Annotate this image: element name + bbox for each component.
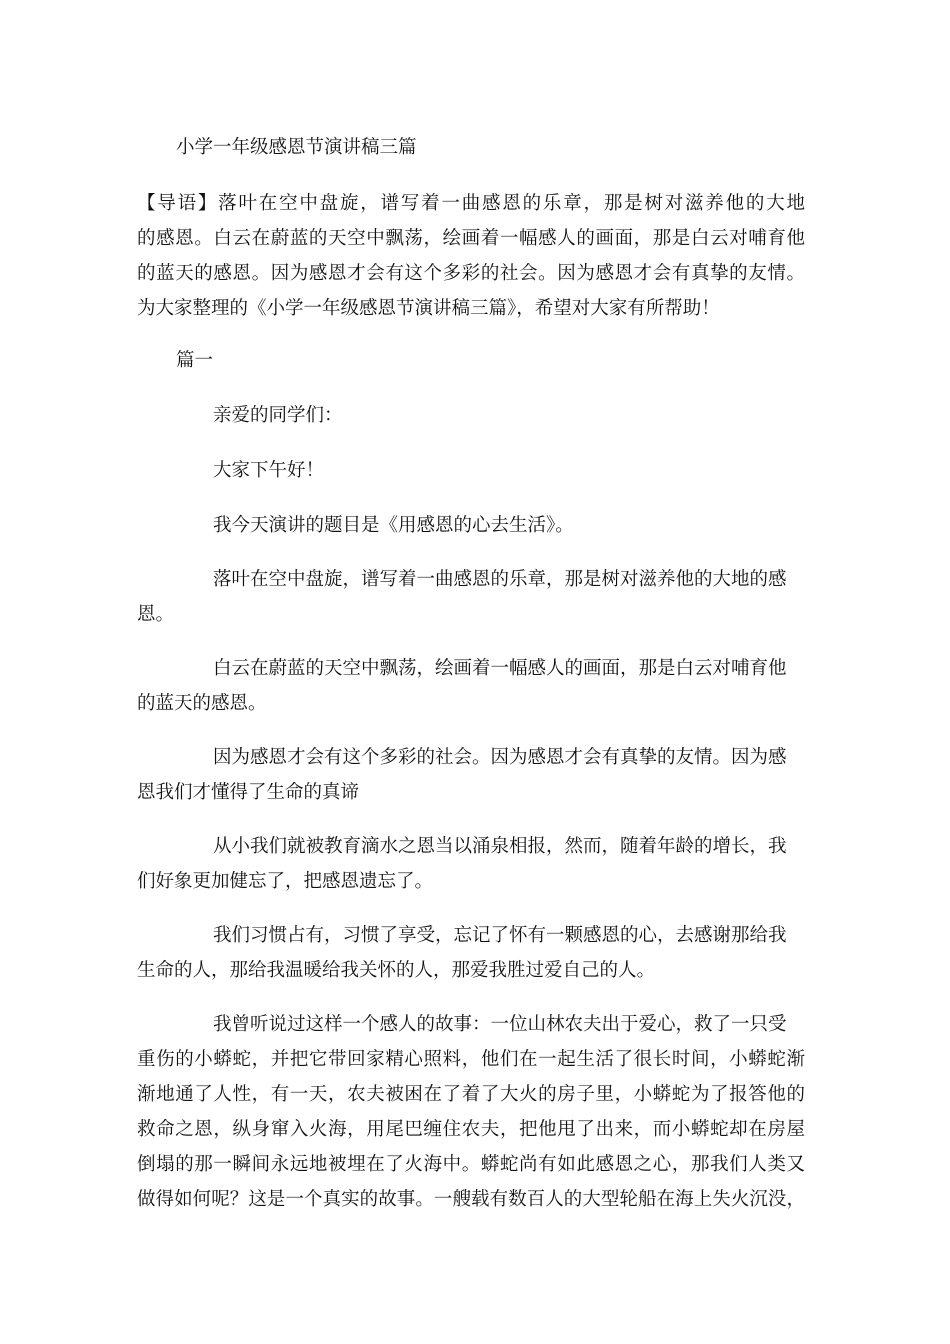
paragraph-line: 从小我们就被教育滴水之恩当以涌泉相报，然而，随着年龄的增长，我 xyxy=(213,836,787,857)
paragraph-line: 的蓝天的感恩。 xyxy=(137,693,267,714)
paragraph-line: 因为感恩才会有这个多彩的社会。因为感恩才会有真挚的友情。因为感 xyxy=(213,747,787,768)
intro-line: 的蓝天的感恩。因为感恩才会有这个多彩的社会。因为感恩才会有真挚的友情。 xyxy=(137,263,805,284)
paragraph-line: 恩我们才懂得了生命的真谛 xyxy=(137,782,360,803)
intro-line: 的感恩。白云在蔚蓝的天空中飘荡，绘画着一幅感人的画面，那是白云对哺育他 xyxy=(137,228,805,249)
paragraph-line: 我们习惯占有，习惯了享受，忘记了怀有一颗感恩的心，去感谢那给我 xyxy=(213,925,787,946)
greeting: 亲爱的同学们： xyxy=(213,405,343,426)
paragraph-line: 重伤的小蟒蛇，并把它带回家精心照料，他们在一起生活了很长时间，小蟒蛇渐 xyxy=(137,1049,805,1070)
paragraph-line: 我曾听说过这样一个感人的故事：一位山林农夫出于爱心，救了一只受 xyxy=(213,1014,787,1035)
paragraph-line: 救命之恩，纵身窜入火海，用尾巴缠住农夫，把他甩了出来，而小蟒蛇却在房屋 xyxy=(137,1119,805,1140)
topic-line: 我今天演讲的题目是《用感恩的心去生活》。 xyxy=(213,515,574,536)
intro-line: 【导语】落叶在空中盘旋，谱写着一曲感恩的乐章，那是树对滋养他的大地 xyxy=(137,193,805,214)
paragraph-line: 们好象更加健忘了，把感恩遗忘了。 xyxy=(137,871,434,892)
paragraph-line: 白云在蔚蓝的天空中飘荡，绘画着一幅感人的画面，那是白云对哺育他 xyxy=(213,658,787,679)
paragraph-line: 倒塌的那一瞬间永远地被埋在了火海中。蟒蛇尚有如此感恩之心，那我们人类又 xyxy=(137,1154,805,1175)
intro-line: 为大家整理的《小学一年级感恩节演讲稿三篇》，希望对大家有所帮助！ xyxy=(137,298,720,319)
paragraph-line: 恩。 xyxy=(137,604,175,625)
paragraph-line: 渐地通了人性，有一天，农夫被困在了着了大火的房子里，小蟒蛇为了报答他的 xyxy=(137,1084,805,1105)
paragraph-line: 做得如何呢？这是一个真实的故事。一艘载有数百人的大型轮船在海上失火沉没， xyxy=(137,1189,805,1210)
paragraph-line: 落叶在空中盘旋，谱写着一曲感恩的乐章，那是树对滋养他的大地的感 xyxy=(213,569,787,590)
section-heading: 篇一 xyxy=(176,350,214,371)
hello-line: 大家下午好！ xyxy=(213,460,325,481)
paragraph-line: 生命的人，那给我温暖给我关怀的人，那爱我胜过爱自己的人。 xyxy=(137,960,656,981)
document-title: 小学一年级感恩节演讲稿三篇 xyxy=(176,137,417,158)
